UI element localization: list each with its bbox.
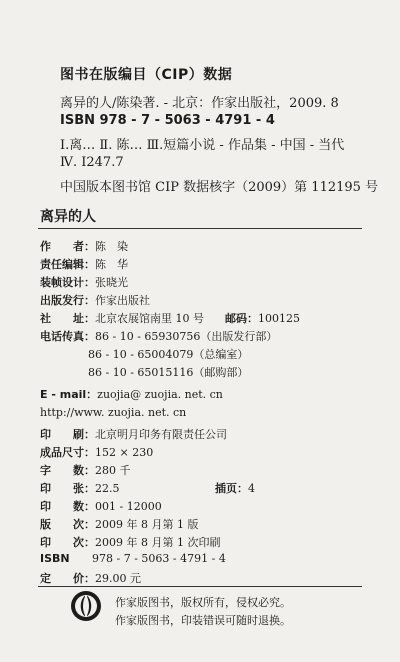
- phone-2: 86 - 10 - 65004079（总编室）: [88, 348, 249, 361]
- design-label: 装帧设计：: [40, 276, 95, 289]
- address-value: 北京农展馆南里 10 号: [95, 312, 204, 325]
- price-label: 定 价：: [40, 572, 95, 585]
- editor-label: 责任编辑：: [40, 258, 95, 271]
- postcode-label: 邮码：: [225, 312, 258, 325]
- copies-label: 印 数：: [40, 500, 95, 513]
- email-value: zuojia@ zuojia. net. cn: [97, 388, 223, 401]
- insert-label: 插页：: [215, 482, 248, 495]
- postcode-value: 100125: [258, 312, 300, 325]
- impression-value: 2009 年 8 月第 1 次印刷: [95, 536, 221, 549]
- size-label: 成品尺寸：: [40, 446, 95, 459]
- insert-value: 4: [248, 482, 255, 495]
- edition-value: 2009 年 8 月第 1 版: [95, 518, 199, 531]
- author-value: 陈 染: [95, 240, 128, 253]
- author-label: 作 者：: [40, 240, 95, 253]
- author-row: [40, 238, 128, 254]
- cip-classification-2: Ⅳ. I247.7: [60, 155, 124, 170]
- email-row: [40, 386, 223, 402]
- bleed-through-text: [40, 10, 380, 44]
- phone-row: [40, 328, 277, 344]
- edition-row: [40, 516, 198, 532]
- editor-row: [40, 256, 128, 272]
- cip-library-line: 中国版本图书馆 CIP 数据核字（2009）第 112195 号: [60, 180, 379, 195]
- divider: [38, 228, 362, 229]
- isbn-label: ISBN: [40, 552, 70, 565]
- phone-3: 86 - 10 - 65015116（邮购部）: [88, 366, 249, 379]
- bleed-through-footer: [150, 645, 250, 655]
- printer-label: 印 刷：: [40, 428, 95, 441]
- copies-row: [40, 498, 162, 514]
- publisher-row: [40, 292, 150, 308]
- copyright-statement: 作家版图书，版权所有，侵权必究。: [115, 596, 291, 609]
- price-row: [40, 570, 141, 586]
- edition-label: 版 次：: [40, 518, 95, 531]
- address-label: 社 址：: [40, 312, 95, 325]
- publisher-logo-icon: [70, 590, 102, 622]
- size-row: [40, 444, 153, 460]
- printer-row: [40, 426, 227, 442]
- phone-1: 86 - 10 - 65930756（出版发行部）: [95, 330, 278, 343]
- words-row: [40, 462, 131, 478]
- copies-value: 001 - 12000: [95, 500, 162, 513]
- cip-classification-1: Ⅰ.离… Ⅱ. 陈… Ⅲ.短篇小说 - 作品集 - 中国 - 当代: [60, 138, 345, 153]
- impression-row: [40, 534, 220, 550]
- printer-value: 北京明月印务有限责任公司: [95, 428, 227, 441]
- editor-value: 陈 华: [95, 258, 128, 271]
- size-value: 152 × 230: [95, 446, 154, 459]
- website: http://www. zuojia. net. cn: [40, 406, 187, 419]
- address-row: [40, 310, 204, 326]
- words-value: 280 千: [95, 464, 131, 477]
- email-label: E - mail：: [40, 388, 98, 401]
- design-value: 张晓光: [95, 276, 128, 289]
- design-row: [40, 274, 128, 290]
- book-title: 离异的人: [40, 209, 96, 225]
- isbn-value: 978 - 7 - 5063 - 4791 - 4: [92, 552, 226, 565]
- sheets-label: 印 张：: [40, 482, 95, 495]
- impression-label: 印 次：: [40, 536, 95, 549]
- cip-isbn: ISBN 978 - 7 - 5063 - 4791 - 4: [60, 113, 275, 128]
- cip-line-main: 离异的人/陈染著. - 北京：作家出版社，2009. 8: [60, 96, 339, 111]
- price-value: 29.00 元: [95, 572, 141, 585]
- insert-row: [215, 480, 255, 496]
- cip-heading: 图书在版编目（CIP）数据: [60, 67, 233, 83]
- bottom-divider: [38, 586, 362, 587]
- postcode-row: [225, 310, 300, 326]
- return-statement: 作家版图书，印装错误可随时退换。: [115, 614, 291, 627]
- words-label: 字 数：: [40, 464, 95, 477]
- phone-label: 电话传真：: [40, 330, 95, 343]
- publisher-value: 作家出版社: [95, 294, 150, 307]
- publisher-label: 出版发行：: [40, 294, 95, 307]
- sheets-value: 22.5: [95, 482, 120, 495]
- sheets-row: [40, 480, 120, 496]
- isbn-row: [40, 552, 226, 565]
